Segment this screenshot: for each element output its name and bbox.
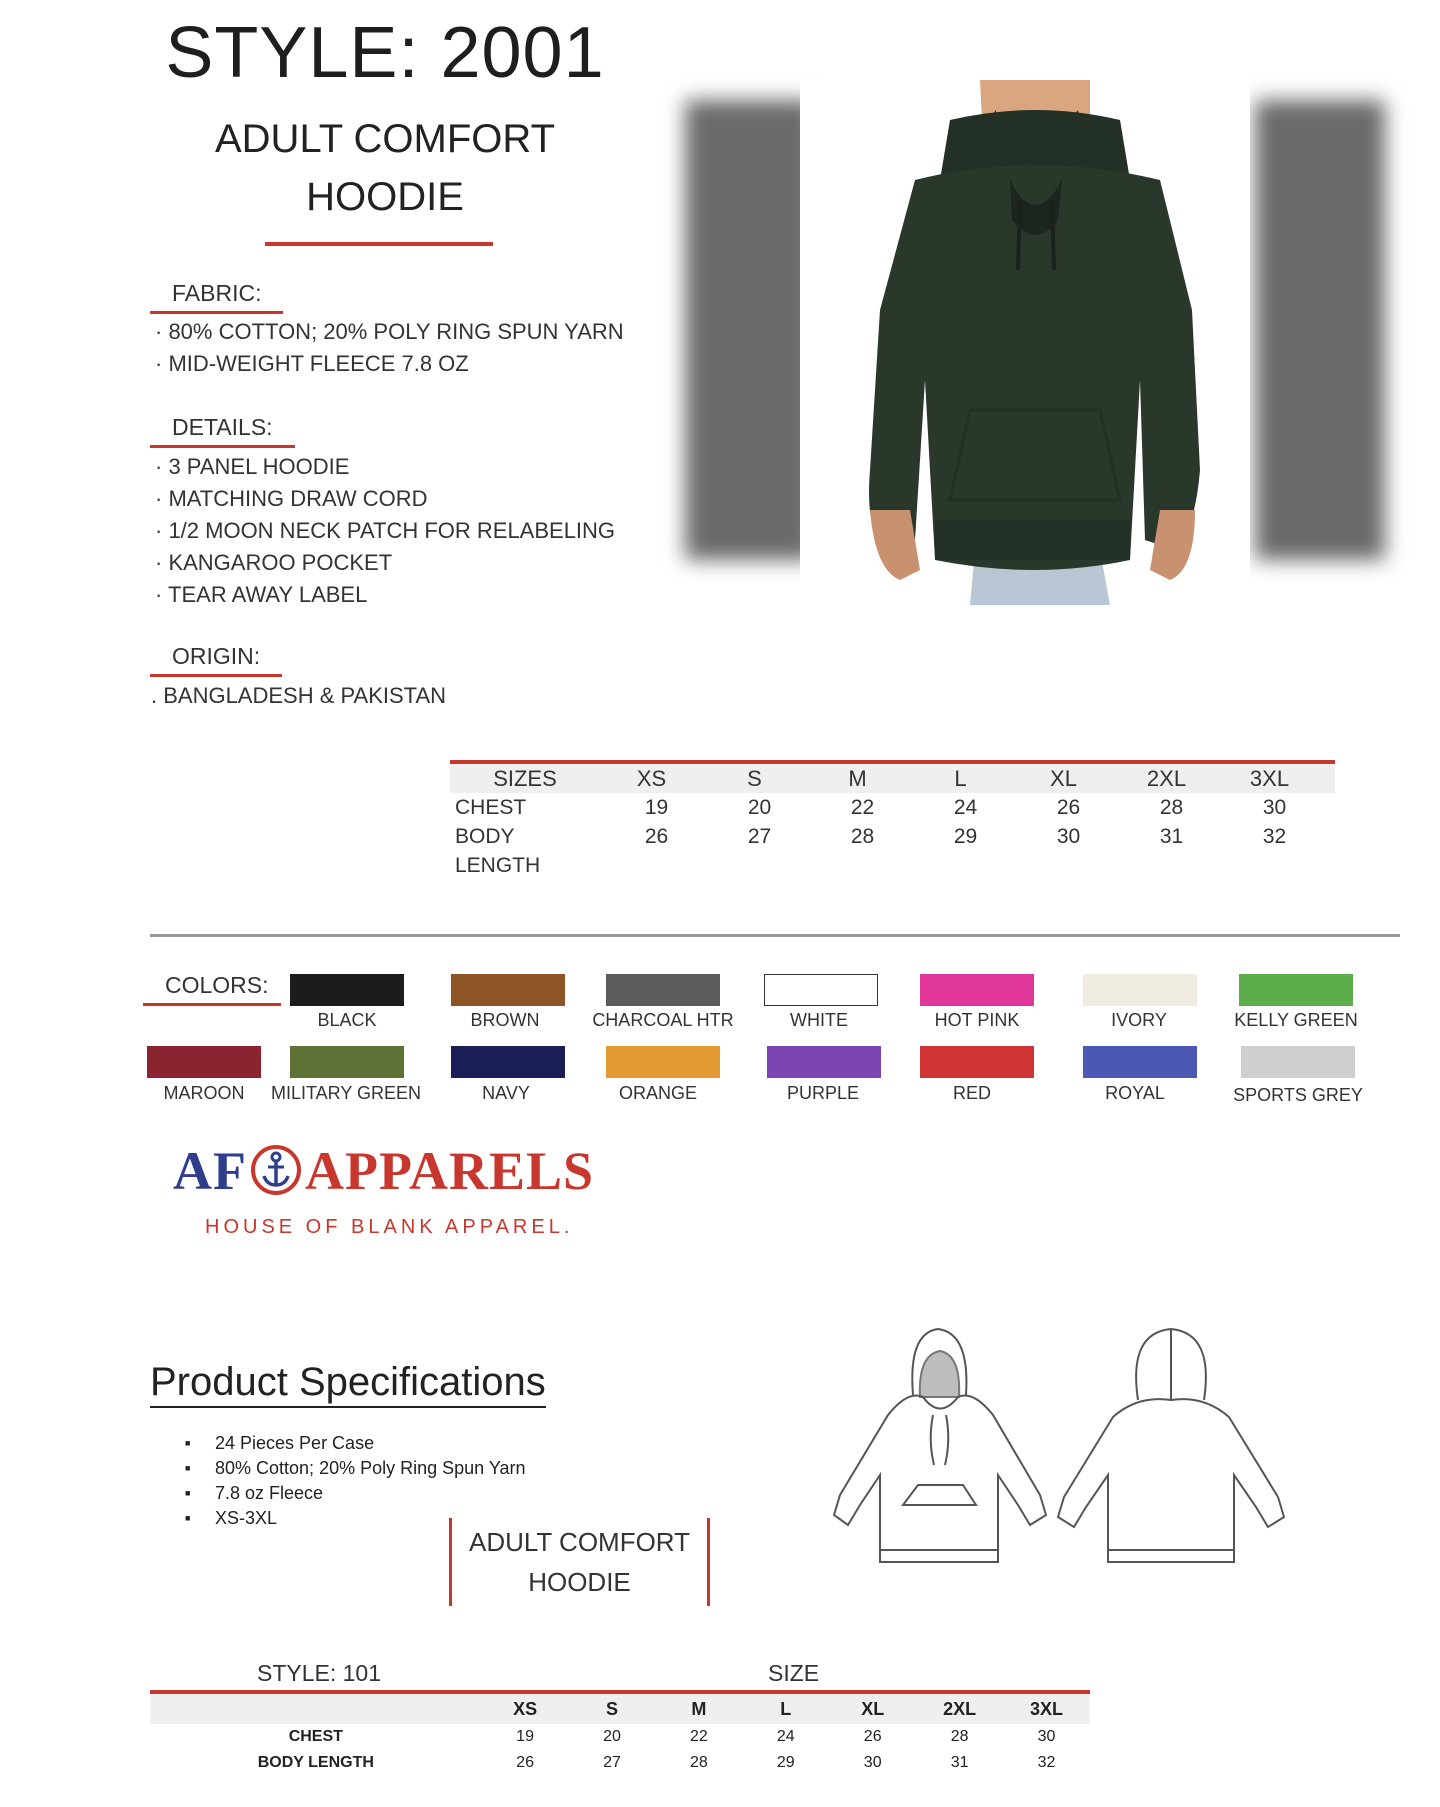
- table-row: [450, 822, 1335, 877]
- list-item: ■ 24 Pieces Per Case: [180, 1431, 526, 1456]
- boxed-name-line1: ADULT COMFORT: [468, 1527, 690, 1557]
- swatch-kelly-green: [1239, 974, 1353, 1006]
- swatch-label: HOT PINK: [934, 1010, 1020, 1030]
- table-cell: 29: [953, 825, 978, 848]
- row-label: BODY LENGTH: [455, 825, 541, 877]
- origin-item: . BANGLADESH & PAKISTAN: [151, 683, 447, 708]
- logo-tagline: HOUSE OF BLANK APPAREL.: [205, 1216, 574, 1238]
- list-item: ■ XS-3XL: [180, 1506, 526, 1531]
- table-cell: 31: [1159, 825, 1184, 848]
- size-header-cell: L: [780, 1699, 792, 1719]
- table-row: [450, 793, 1335, 822]
- table-cell: 27: [747, 825, 772, 848]
- fabric-heading: FABRIC:: [150, 280, 283, 314]
- boxed-name-line2: HOODIE: [528, 1567, 631, 1597]
- details-item: · KANGAROO POCKET: [155, 550, 393, 575]
- boxed-product-name: [449, 1518, 710, 1606]
- fabric-section: [150, 280, 283, 314]
- table-cell: 26: [863, 1728, 882, 1745]
- hoodie-back-drawing: [1058, 1329, 1284, 1562]
- table-cell: 28: [689, 1754, 708, 1771]
- left-shadow-panel: [685, 100, 815, 560]
- table-cell: 30: [1037, 1728, 1056, 1745]
- sizes-header-label: SIZES: [493, 766, 557, 791]
- swatch-label: ORANGE: [618, 1083, 697, 1103]
- size-header-cell: S: [747, 766, 762, 791]
- table-cell: 19: [644, 796, 669, 819]
- table-cell: 22: [689, 1728, 708, 1745]
- details-section: [150, 414, 295, 448]
- right-shadow-panel: [1255, 100, 1385, 560]
- brand-logo: [173, 1140, 594, 1202]
- size-header-cell: XL: [861, 1699, 885, 1719]
- swatch-black: [290, 974, 404, 1006]
- swatch-sports-grey: [1241, 1046, 1355, 1078]
- row-label: CHEST: [288, 1728, 343, 1745]
- size-header-cell: M: [848, 766, 867, 791]
- details-item: · 1/2 MOON NECK PATCH FOR RELABELING: [155, 518, 616, 543]
- product-photo: [665, 80, 1365, 605]
- table-cell: 31: [950, 1754, 969, 1771]
- table-cell: 19: [516, 1728, 534, 1745]
- table-cell: 28: [1159, 796, 1184, 819]
- size-header-cell: XS: [636, 766, 667, 791]
- table-cell: 27: [603, 1754, 621, 1771]
- table-cell: 30: [1262, 796, 1287, 819]
- table-row: [150, 1724, 1090, 1750]
- product-name: [150, 110, 620, 226]
- title-underline: [265, 242, 493, 246]
- table-cell: 29: [776, 1754, 795, 1771]
- details-heading: DETAILS:: [150, 414, 295, 448]
- table-cell: 28: [850, 825, 875, 848]
- origin-list: [151, 680, 446, 712]
- swatch-military-green: [290, 1046, 404, 1078]
- table-cell: 26: [1056, 796, 1081, 819]
- style-title: STYLE: 2001: [165, 13, 605, 93]
- fabric-list: [155, 316, 624, 380]
- colors-section: [143, 972, 281, 1006]
- logo-af-text: AF: [173, 1141, 247, 1201]
- product-name-line1: ADULT COMFORT: [214, 117, 556, 161]
- swatch-navy: [451, 1046, 565, 1078]
- table-cell: 32: [1262, 825, 1287, 848]
- table-cell: 26: [516, 1754, 534, 1771]
- swatch-label: IVORY: [1111, 1010, 1167, 1030]
- fabric-item: · MID-WEIGHT FLEECE 7.8 OZ: [155, 351, 469, 376]
- table-cell: 28: [950, 1728, 969, 1745]
- swatch-hot-pink: [920, 974, 1034, 1006]
- swatch-label: RED: [952, 1083, 991, 1103]
- hoodie-illustration: [800, 80, 1250, 605]
- size-header-cell: S: [605, 1699, 618, 1719]
- details-item: · 3 PANEL HOODIE: [155, 454, 350, 479]
- swatch-purple: [767, 1046, 881, 1078]
- table-cell: 24: [776, 1728, 795, 1745]
- swatch-orange: [606, 1046, 720, 1078]
- origin-heading: ORIGIN:: [150, 643, 282, 677]
- row-label: CHEST: [455, 796, 527, 819]
- size-table-2: [150, 1690, 1090, 1776]
- swatch-label: SPORTS GREY: [1233, 1085, 1363, 1105]
- table-cell: 32: [1037, 1754, 1056, 1771]
- product-specs-list: [180, 1431, 526, 1531]
- swatch-label: BLACK: [317, 1010, 377, 1030]
- swatch-brown: [451, 974, 565, 1006]
- origin-section: [150, 643, 282, 677]
- swatch-charcoal-htr: [606, 974, 720, 1006]
- size-header-cell: XS: [513, 1699, 538, 1719]
- hoodie-tech-drawing: [778, 1325, 1338, 1585]
- product-name-line2: HOODIE: [306, 175, 464, 219]
- hoodie-photo: [800, 80, 1250, 605]
- swatch-label: CHARCOAL HTR: [592, 1010, 734, 1030]
- swatch-label: BROWN: [470, 1010, 540, 1030]
- swatch-label: KELLY GREEN: [1234, 1010, 1358, 1030]
- swatch-label: WHITE: [790, 1010, 848, 1030]
- fabric-item: · 80% COTTON; 20% POLY RING SPUN YARN: [155, 319, 624, 344]
- table-row: [150, 1750, 1090, 1776]
- size-table-2-header: [150, 1694, 1090, 1724]
- table-cell: 20: [747, 796, 772, 819]
- details-item: · MATCHING DRAW CORD: [155, 486, 428, 511]
- size-header-cell: XL: [1050, 766, 1077, 791]
- size-header-cell: M: [691, 1699, 707, 1719]
- size-header-cell: 3XL: [1249, 766, 1290, 791]
- swatch-label: PURPLE: [786, 1083, 860, 1103]
- swatch-label: MILITARY GREEN: [270, 1083, 422, 1103]
- table-cell: 30: [1056, 825, 1081, 848]
- row-label: BODY LENGTH: [257, 1754, 374, 1771]
- hoodie-front-drawing: [834, 1329, 1046, 1562]
- style-label: STYLE: 101: [257, 1660, 382, 1686]
- colors-heading: COLORS:: [143, 972, 281, 1006]
- colors-divider: [150, 934, 1400, 937]
- table-cell: 20: [603, 1728, 621, 1745]
- table-cell: 26: [644, 825, 669, 848]
- swatch-ivory: [1083, 974, 1197, 1006]
- size-header-cell: 3XL: [1030, 1699, 1064, 1719]
- swatch-white: [764, 974, 878, 1006]
- details-list: [155, 451, 615, 611]
- size-header-cell: 2XL: [1146, 766, 1187, 791]
- size-header-cell: L: [954, 766, 967, 791]
- swatch-label: MAROON: [163, 1083, 245, 1103]
- anchor-icon: [249, 1143, 303, 1197]
- product-specs-title: Product Specifications: [150, 1358, 546, 1408]
- table-cell: 22: [850, 796, 875, 819]
- swatch-red: [920, 1046, 1034, 1078]
- size-header-cell: 2XL: [943, 1699, 977, 1719]
- swatch-maroon: [147, 1046, 261, 1078]
- size-table: [450, 760, 1335, 877]
- swatch-label: ROYAL: [1105, 1083, 1165, 1103]
- list-item: ■ 7.8 oz Fleece: [180, 1481, 526, 1506]
- size-table-header: [450, 764, 1335, 793]
- table-cell: 30: [863, 1754, 882, 1771]
- size-label: SIZE: [768, 1660, 820, 1686]
- table-cell: 24: [953, 796, 978, 819]
- swatch-label: NAVY: [482, 1083, 530, 1103]
- swatch-royal: [1083, 1046, 1197, 1078]
- logo-apparels-text: APPARELS: [304, 1141, 595, 1201]
- details-item: · TEAR AWAY LABEL: [155, 582, 368, 607]
- list-item: ■ 80% Cotton; 20% Poly Ring Spun Yarn: [180, 1456, 526, 1481]
